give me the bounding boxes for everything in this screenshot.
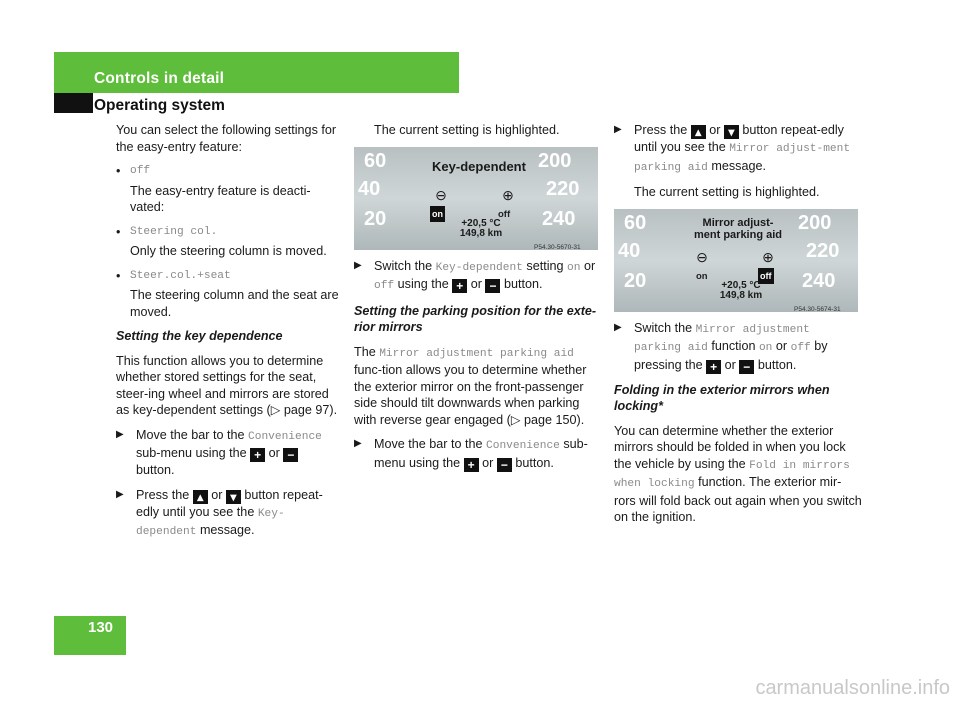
minus-key-icon: − (283, 448, 298, 462)
section-title: Operating system (94, 97, 225, 114)
column-2 (354, 122, 602, 480)
watermark: carmanualsonline.info (755, 677, 950, 699)
minus-key-icon: − (497, 458, 512, 472)
minus-circle-icon: ⊖ (435, 186, 447, 203)
list-item-desc: The easy-entry feature is deacti-vated: (130, 183, 311, 214)
list-item: • Steer.col.+seat (116, 268, 231, 283)
column-1 (116, 122, 340, 549)
minus-key-icon: − (485, 279, 500, 293)
highlight-note: The current setting is highlighted. (634, 185, 820, 199)
paragraph: This function allows you to determine whether stored settings for the seat, steer-ing wheel and mirrors are stored as key-dependent settings (▷ page 97). (116, 353, 338, 417)
list-item: • off (116, 164, 151, 178)
list-item-desc: The steering column and the seat are moved. (130, 288, 339, 319)
heading-key-dependence: Setting the key dependence (116, 329, 283, 343)
minus-key-icon: − (739, 360, 754, 374)
up-key-icon: ▴ (193, 490, 208, 504)
instruction-step: ▶ Switch the Key-dependent setting on or off using the + or − button. (354, 258, 596, 293)
instruction-step: ▶ Move the bar to the Convenience sub-menu using the + or − button. (116, 427, 322, 477)
dashboard-image-mirror-parking: 60 40 20 200 220 240 Mirror adjust- ment parking aid ⊖ ⊕ on off +20,5 °C 149,8 km P54.30-5674-31 (614, 209, 858, 312)
plus-key-icon: + (706, 360, 721, 374)
down-key-icon: ▾ (226, 490, 241, 504)
chapter-title: Controls in detail (94, 70, 225, 87)
heading-parking-position: Setting the parking position for the exte-rior mirrors (354, 303, 597, 334)
instruction-step: ▶ Switch the Mirror adjustment parking aid function on or off by pressing the + or − button. (614, 320, 828, 374)
highlight-note: The current setting is highlighted. (374, 123, 560, 137)
paragraph: You can determine whether the exterior mirrors should be folded in when you lock the vehicle by using the Fold in mirrors when locking function. The exterior mir-rors will fold back out again when you switch on the ignition. (614, 423, 862, 524)
column-3 (614, 122, 862, 534)
section-marker (54, 93, 93, 113)
heading-folding-mirrors: Folding in the exterior mirrors when locking* (614, 382, 830, 413)
list-item: • Steering col. (116, 224, 218, 239)
instruction-step: ▶ Move the bar to the Convenience sub-menu using the + or − button. (354, 437, 588, 472)
page-number: 130 (88, 619, 114, 636)
plus-key-icon: + (464, 458, 479, 472)
plus-circle-icon: ⊕ (762, 248, 774, 265)
up-key-icon: ▴ (691, 125, 706, 139)
instruction-step: ▶ Press the ▴ or ▾ button repeat-edly until you see the Key-dependent message. (116, 487, 323, 538)
instruction-step: ▶ Press the ▴ or ▾ button repeat-edly until you see the Mirror adjust-ment parking aid message. (614, 123, 851, 174)
dashboard-image-key-dependent: 60 40 20 200 220 240 Key-dependent ⊖ ⊕ on off +20,5 °C 149,8 km P54.30-5670-31 (354, 147, 598, 250)
intro-text: You can select the following settings for the easy-entry feature: (116, 123, 337, 154)
plus-key-icon: + (250, 448, 265, 462)
down-key-icon: ▾ (724, 125, 739, 139)
plus-key-icon: + (452, 279, 467, 293)
paragraph: The Mirror adjustment parking aid func-tion allows you to determine whether the exterior mirror on the front-passenger side should tilt downwards when parking with reverse gear engaged (▷ page 150). (354, 344, 587, 427)
list-item-desc: Only the steering column is moved. (130, 244, 327, 258)
plus-circle-icon: ⊕ (502, 186, 514, 203)
minus-circle-icon: ⊖ (696, 248, 708, 265)
